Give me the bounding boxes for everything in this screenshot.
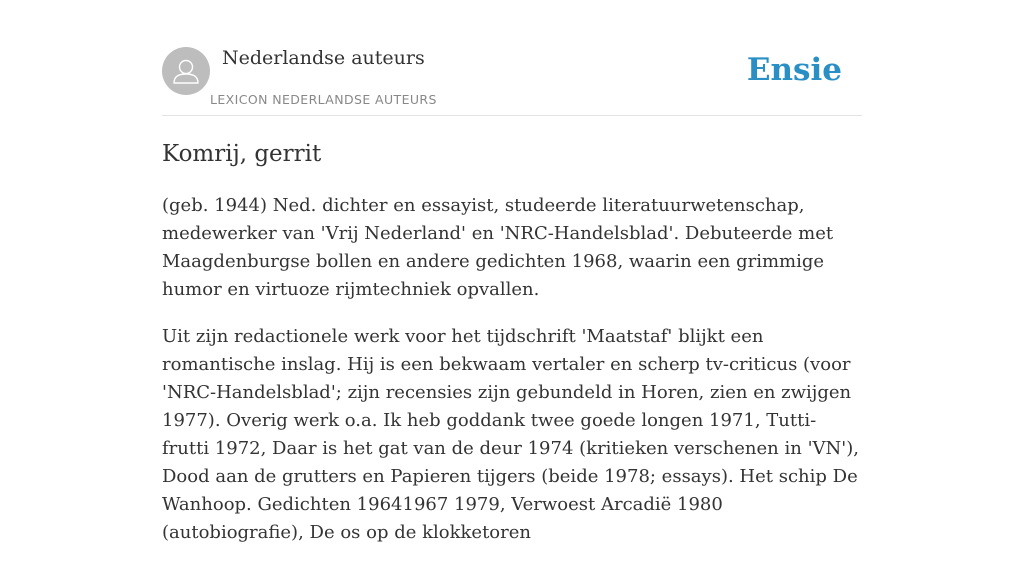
avatar[interactable] bbox=[162, 47, 210, 95]
article-paragraph: Uit zijn redactionele werk voor het tijdschrift 'Maatstaf' blijkt een romantische inslag. Hij is een bekwaam vertaler en scherp tv-criticus (voor 'NRC-Handelsblad'; zijn recensies zijn gebundeld in Horen, zien en zwijgen 1977). Overig werk o.a. Ik heb goddank twee goede longen 1971, Tutti-frutti 1972, Daar is het gat van de deur 1974 (kritieken verschenen in 'VN'), Dood aan de grutters en Papieren tijgers (beide 1978; essays). Het schip De Wanhoop. Gedichten 19641967 1979, Verwoest Arcadië 1980 (autobiografie), De os op de klokketoren bbox=[162, 326, 859, 543]
page-title: Komrij, gerrit bbox=[162, 141, 322, 167]
user-icon bbox=[162, 47, 210, 95]
content-container bbox=[162, 0, 862, 543]
brand-logo[interactable]: Ensie bbox=[746, 52, 842, 88]
author-name-link[interactable]: Nederlandse auteurs bbox=[222, 47, 425, 69]
article-body bbox=[162, 192, 862, 566]
page-header bbox=[162, 0, 862, 116]
lexicon-subtitle: LEXICON NEDERLANDSE AUTEURS bbox=[210, 92, 437, 107]
article-paragraph: (geb. 1944) Ned. dichter en essayist, studeerde literatuurwetenschap, medewerker van 'Vrij Nederland' en 'NRC-Handelsblad'. Debuteerde met Maagdenburgse bollen en andere gedichten 1968, waarin een grimmige humor en virtuoze rijmtechniek opvallen. bbox=[162, 195, 834, 300]
